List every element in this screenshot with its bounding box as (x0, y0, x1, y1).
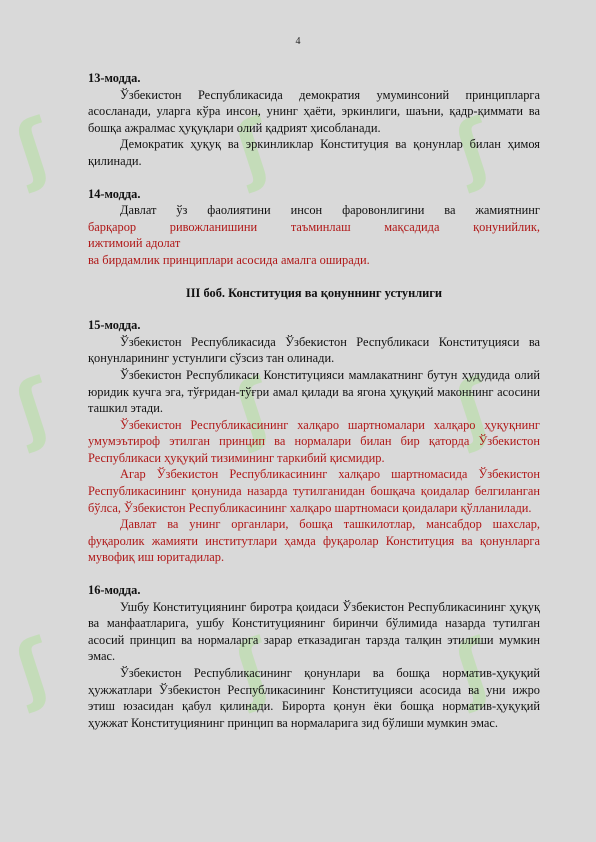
watermark-logo-icon: ʃ (225, 103, 282, 195)
article-16-heading: 16-модда. (88, 583, 141, 598)
watermark-logo-icon: ʃ (445, 363, 502, 455)
watermark-logo-icon: ʃ (445, 103, 502, 195)
article-15-heading: 15-модда. (88, 318, 141, 333)
article-16-paragraph-2: Ўзбекистон Республикасининг қонунлари ва бошқа норматив-ҳуқуқий ҳужжатлари Ўзбекистон Республикасининг Конституцияси асосида ва уни ижро этиш юзасидан қабул қилинади. Бирорта қонун ёки бошқа норматив-ҳуқуқий ҳужжат Конституциянинг принцип ва нормаларига зид бўлиши мумкин эмас. (88, 666, 540, 730)
article-14-red-line-2: ижтимоий адолат (88, 236, 181, 251)
watermark-logo-icon: ʃ (5, 103, 62, 195)
article-14-heading: 14-модда. (88, 186, 141, 201)
page-number: 4 (295, 36, 301, 47)
article-15-paragraph-5: Давлат ва унинг органлари, бошқа ташкилотлар, мансабдор шахслар, фуқаролик жамияти институтлари ҳамда фуқаролар Конституция ва қонунларга мувофиқ иш юритадилар. (88, 517, 540, 565)
article-13-paragraph-2: Демократик ҳуқуқ ва эркинликлар Конституция ва қонунлар билан ҳимоя қилинади. (88, 137, 540, 168)
article-15-paragraph-4: Агар Ўзбекистон Республикасининг халқаро шартномасида Ўзбекистон Республикасининг қонунида назарда тутилганидан бошқача қоидалар белгиланган бўлса, Ўзбекистон Республикасининг халқаро шартномаси қоидалари қўлланилади. (88, 467, 540, 515)
watermark-logo-icon: ʃ (225, 363, 282, 455)
chapter-heading: III боб. Конституция ва қонуннинг устунлиги (185, 285, 443, 300)
document-body (88, 70, 540, 731)
article-15-paragraph-1: Ўзбекистон Республикасида Ўзбекистон Республикаси Конституцияси ва қонунларининг устунлиги сўзсиз тан олинади. (88, 334, 540, 366)
article-15-paragraph-2: Ўзбекистон Республикаси Конституцияси мамлакатнинг бутун ҳудудида олий юридик кучга эга, тўғридан-тўғри амал қилади ва ягона ҳуқуқий маконнинг асосини ташкил этади. (88, 367, 540, 416)
article-14-paragraph-1: Давлат ўз фаолиятини инсон фаровонлигини ва жамиятнинг (120, 203, 540, 218)
article-13-heading: 13-модда. (88, 71, 141, 85)
article-15-paragraph-3: Ўзбекистон Республикасининг халқаро шартномалари халқаро ҳуқуқнинг умумэътироф этилган принцип ва нормалари билан бир қаторда Ўзбекистон Республикаси ҳуқуқий тизимининг таркибий қисмидир. (88, 417, 540, 465)
article-14-red-line-1: барқарор ривожланишини таъминлаш мақсадида қонунийлик, (88, 219, 540, 234)
watermark-logo-icon: ʃ (445, 623, 502, 715)
article-16-paragraph-1: Ушбу Конституциянинг биротра қоидаси Ўзбекистон Республикасининг ҳуқуқ ва манфаатларига, ушбу Конституциянинг биринчи бўлимида назарда тутилган асосий принцип ва нормаларга зарар етказадиган тарзда талқин этилиши мумкин эмас. (88, 599, 540, 664)
article-13-paragraph-1: Ўзбекистон Республикасида демократия умуминсоний принципларга асосланади, уларга кўра инсон, унинг ҳаёти, эркинлиги, шаъни, қадр-қиммати ва бошқа ажралмас ҳуқуқлари олий қадрият ҳисобланади. (88, 87, 540, 135)
watermark-logo-icon: ʃ (225, 623, 282, 715)
watermark-logo-icon: ʃ (5, 623, 62, 715)
watermark-logo-icon: ʃ (5, 363, 62, 455)
article-14-red-line-3: ва бирдамлик принциплари асосида амалга оширади. (88, 252, 370, 267)
